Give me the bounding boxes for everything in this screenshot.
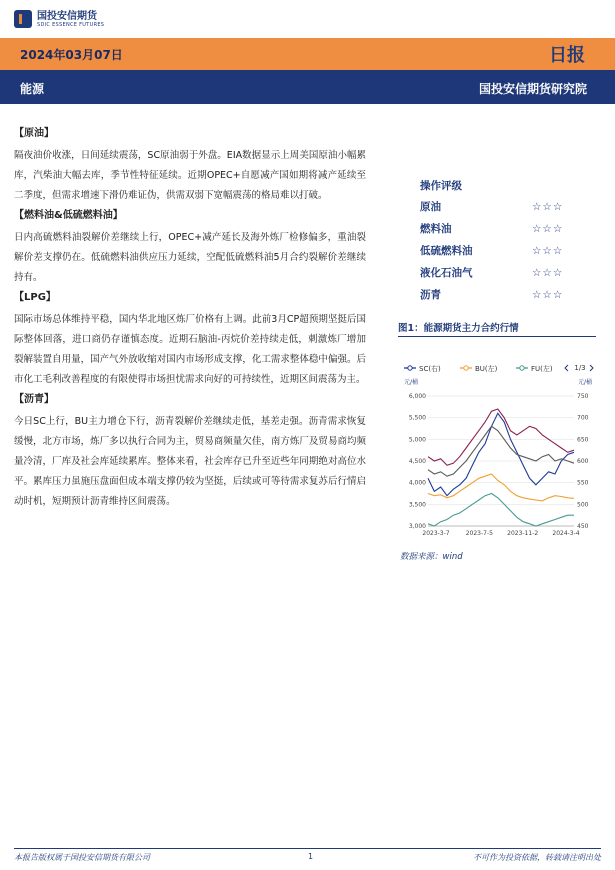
right-tick-label: 750 (577, 393, 589, 400)
rating-name: 沥青 (420, 289, 441, 301)
chart-grid (428, 396, 574, 526)
legend-marker (464, 366, 468, 370)
rating-box (420, 178, 590, 306)
institute-name: 国投安信期货研究院 (478, 82, 587, 96)
chart-lines (428, 409, 574, 526)
section-text-crude: 隔夜油价收涨，日间延续震荡，SC原油弱于外盘。EIA数据显示上周美国原油小幅累库，汽柴油大幅去库，季节性特征延续。近期OPEC+自愿减产国如期将减产延续至二季度，但需求增速下滑仍难证伪，供需双弱下宽幅震荡的格局难以打破。 (14, 150, 366, 201)
energy-futures-chart (398, 352, 598, 542)
section-text-lpg: 国际市场总体维持平稳，国内华北地区炼厂价格有上调。此前3月CP超预期坚挺后国际整体回落，进口商仍存谨慎态度。近期石脑油-丙烷价差持续走低，刺激炼厂增加裂解装置自用量，国产气外放收缩对国内市场形成支撑，化工需求整体稳中偏强。后市化工毛利改善程度的有限使得市场担忧需求向好的可持续性，近期区间震荡为主。 (14, 314, 366, 385)
right-axis-unit: 元/桶 (578, 379, 593, 386)
rating-row (420, 240, 590, 262)
report-date: 2024年03月07日 (20, 48, 123, 62)
legend-next-icon[interactable] (590, 365, 593, 371)
section-text-asphalt: 今日SC上行，BU主力增仓下行，沥青裂解价差继续走低，基差走强。沥青需求恢复缓慢，北方市场，炼厂多以执行合同为主，贸易商频量欠佳，南方炼厂及贸易商均频量冷清，厂库及社会库延续累库。整体来看，社会库存已升至近些年同期绝对高位水平。累库压力虽施压盘面但成本端支撑仍较为坚挺，后续或可等待需求复苏后行情启动时机，短期预计沥青维持区间震荡。 (14, 416, 366, 507)
rating-row (420, 262, 590, 284)
logo-subtext: SDIC ESSENCE FUTURES (37, 21, 105, 28)
rating-title: 操作评级 (420, 180, 462, 192)
figure-divider (398, 336, 596, 337)
right-tick-label: 500 (577, 501, 589, 509)
right-tick-label: 650 (577, 436, 589, 444)
star-icon: ☆☆☆ (532, 289, 564, 301)
left-tick-label: 6,000 (408, 393, 426, 400)
right-tick-label: 450 (577, 523, 589, 530)
left-tick-label: 3,000 (408, 523, 426, 530)
legend-marker (408, 366, 412, 370)
footer-disclaimer: 不可作为投资依据，转载请注明出处 (473, 853, 601, 862)
logo-text: 国投安信期货 (37, 10, 97, 22)
right-tick-label: 700 (577, 414, 589, 422)
x-tick-label: 2024-3-4 (552, 530, 580, 537)
legend-label[interactable]: SC(右) (419, 365, 441, 373)
legend-page-indicator[interactable]: 1/3 (574, 364, 586, 372)
series-line (428, 494, 574, 527)
rating-name: 低硫燃料油 (420, 245, 473, 257)
series-line (428, 474, 574, 501)
legend-prev-icon[interactable] (565, 365, 568, 371)
legend-label[interactable]: FU(左) (531, 365, 553, 373)
right-tick-label: 600 (577, 458, 589, 465)
left-tick-label: 5,000 (408, 436, 426, 444)
figure-title: 图1：能源期货主力合约行情 (398, 323, 519, 334)
section-text-fuel-oil: 日内高硫燃料油裂解价差继续上行，OPEC+减产延长及海外炼厂检修偏多，重油裂解价差支撑仍在。低硫燃料油供应压力延续，空配低硫燃料油5月合约裂解价差继续持有。 (14, 232, 366, 283)
logo (14, 10, 104, 28)
star-icon: ☆☆☆ (532, 223, 564, 235)
section-heading-crude: 【原油】 (14, 128, 54, 139)
section-heading-lpg: 【LPG】 (14, 292, 56, 303)
rating-name: 燃料油 (420, 223, 452, 235)
left-tick-label: 4,000 (408, 479, 426, 487)
data-source: 数据来源：wind (400, 552, 463, 562)
commentary-column (14, 124, 366, 514)
legend-label[interactable]: BU(左) (475, 365, 498, 373)
x-tick-label: 2023-3-7 (422, 530, 450, 537)
rating-row (420, 284, 590, 306)
section-heading-fuel-oil: 【燃料油&低硫燃料油】 (14, 210, 123, 221)
legend-marker (520, 366, 524, 370)
rating-name: 原油 (420, 201, 441, 213)
left-axis-unit: 元/桶 (404, 379, 419, 386)
rating-row (420, 196, 590, 218)
chart-legend (404, 364, 593, 373)
logo-icon (14, 10, 32, 28)
star-icon: ☆☆☆ (532, 201, 564, 213)
left-tick-label: 3,500 (408, 501, 426, 509)
chart-svg (398, 352, 598, 542)
right-tick-label: 550 (577, 479, 589, 487)
x-tick-label: 2023-7-5 (465, 530, 493, 537)
series-line (428, 413, 574, 495)
series-line (428, 426, 574, 476)
star-icon: ☆☆☆ (532, 267, 564, 279)
footer-divider (14, 848, 601, 849)
section-name: 能源 (20, 82, 45, 96)
x-tick-label: 2023-11-2 (507, 530, 539, 537)
left-tick-label: 5,500 (408, 414, 426, 422)
rating-name: 液化石油气 (420, 267, 473, 279)
star-icon: ☆☆☆ (532, 245, 564, 257)
section-heading-asphalt: 【沥青】 (14, 394, 54, 405)
rating-row (420, 218, 590, 240)
footer-copyright: 本报告版权属于国投安信期货有限公司 (14, 853, 150, 862)
report-type: 日报 (549, 45, 585, 66)
page-number: 1 (308, 852, 314, 861)
left-tick-label: 4,500 (408, 458, 426, 465)
